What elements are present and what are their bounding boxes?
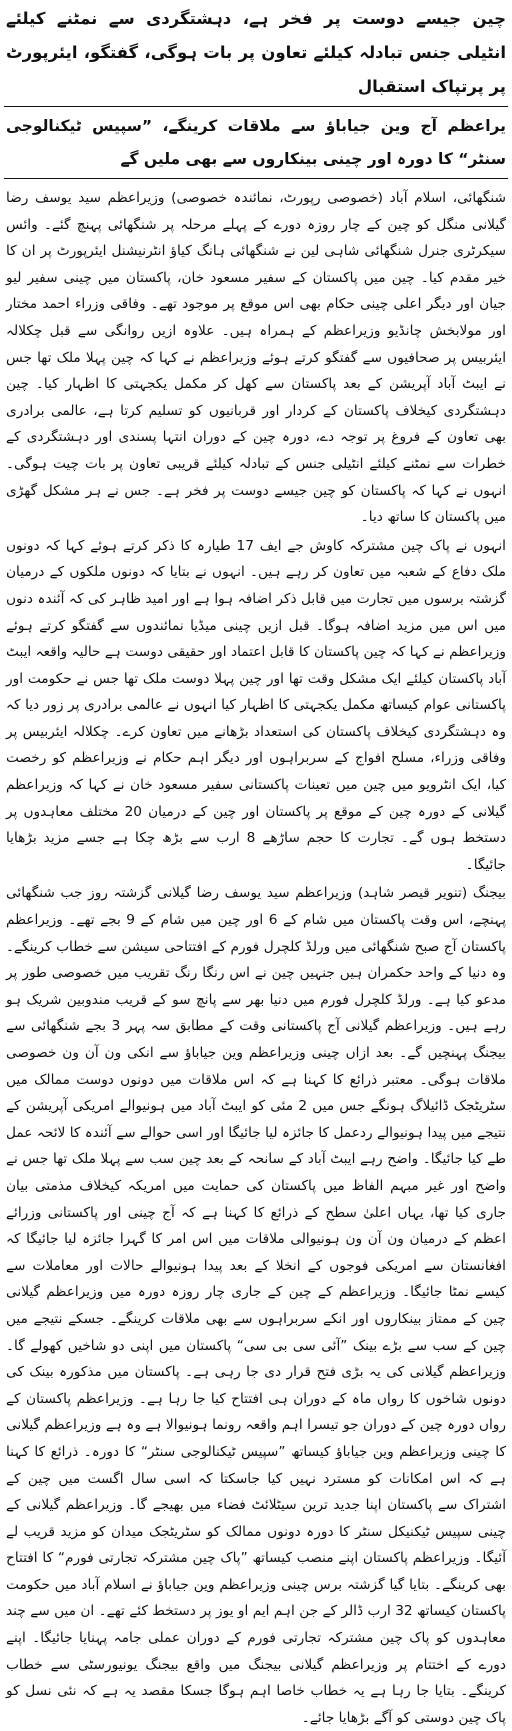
article-paragraph-2: انہوں نے پاک چین مشترکہ کاوش جے ایف 17 طیارہ کا ذکر کرتے ہوئے کہا کہ دونوں ملک دفاع کے شعبہ میں تعاون کر رہے ہیں۔ انہوں نے بتایا کہ دونوں ملکوں کے درمیان گزشتہ برسوں میں تجارت میں قابل ذکر اضافہ ہوا ہے اور امید ظاہر کی کہ آئندہ دنوں میں اس میں مزید اضافہ ہوگا۔ قبل ازیں چینی میڈیا نمائندوں سے گفتگو کرتے ہوئے وزیراعظم نے کہا کہ چین پاکستان کا قابل اعتماد اور حقیقی دوست ہے حالیہ واقعہ ایبٹ آباد پاکستان کیلئے ایک مشکل وقت تھا اور چین پہلا دوست ملک تھا جس نے حکومت اور پاکستانی عوام کیساتھ مکمل یکجہتی کا اظہار کیا انہوں نے عالمی برادری پر زور دیا کہ وہ دہشتگردی کیخلاف پاکستان کی استعداد بڑھانے میں تعاون کرے۔ چکلالہ ایئربیس پر وفاقی وزراء، مسلح افواج کے سربراہوں اور دیگر اہم حکام نے وزیراعظم کو رخصت کیا، ایک انٹرویو میں چین میں تعینات پاکستانی سفیر مسعود خان نے کہا کہ وزیراعظم گیلانی کے دورہ چین کے موقع پر پاکستان اور چین کے درمیان 20 مختلف معاہدوں پر دستخط ہوں گے۔ تجارت کا حجم ساڑھے 8 ارب سے بڑھ چکا ہے جسے مزید بڑھایا جائیگا۔ — [6, 537, 506, 873]
headline: چین جیسے دوست پر فخر ہے، دہشتگردی سے نمٹنے کیلئے انٹیلی جنس تبادلہ کیلئے تعاون پر بات ہوگی، گفتگو، ایئرپورٹ پر پرتپاک استقبال — [6, 9, 506, 96]
headline-divider — [4, 106, 508, 107]
newspaper-page — [4, 2, 508, 1726]
article-body — [4, 185, 508, 1731]
subhead-divider — [4, 178, 508, 179]
article-paragraph-3: بیجنگ (تنویر قیصر شاہد) وزیراعظم سید یوسف رضا گیلانی گزشتہ روز جب شنگھائی پہنچے، اس وقت پاکستان میں شام کے 6 اور چین میں شام کے 9 بجے تھے۔ وزیراعظم پاکستان آج صبح شنگھائی میں ورلڈ کلچرل فورم کے افتتاحی سیشن سے خطاب کرینگے۔ وہ دنیا کے واحد حکمران ہیں جنہیں چین نے اس رنگا رنگ تقریب میں خصوصی طور پر مدعو کیا ہے۔ ورلڈ کلچرل فورم میں دنیا بھر سے پانچ سو کے قریب مندوبین شریک ہو رہے ہیں۔ وزیراعظم گیلانی آج پاکستانی وقت کے مطابق سہ پہر 3 بجے شنگھائی سے بیجنگ پہنچیں گے۔ بعد ازاں چینی وزیراعظم وین جیاباؤ سے انکی ون آن ون خصوصی ملاقات ہوگی۔ معتبر ذرائع کا کہنا ہے کہ اس ملاقات میں دونوں دوست ممالک میں سٹریٹجک ڈائیلاگ ہونگے جس میں 2 مئی کو ایبٹ آباد میں ہونیوالے امریکی آپریشن کے نتیجے میں پیدا ہونیوالے ردعمل کا جائزہ لیا جائیگا اور اسی حوالے سے آئندہ کا لائحہ عمل طے کیا جائیگا۔ واضح رہے ایبٹ آباد کے سانحہ کے بعد چین سب سے پہلا ملک تھا جس نے واضح اور غیر مبہم الفاظ میں پاکستان کی حمایت میں امریکہ کیخلاف مذمتی بیان جاری کیا تھا، یہاں اعلیٰ سطح کے ذرائع کا کہنا ہے کہ آج چینی اور پاکستانی وزرائے اعظم کے درمیان ون آن ون ہونیوالی ملاقات میں اس امر کا گہرا جائزہ لیا جائیگا کہ افغانستان سے امریکی فوجوں کے انخلا کے بعد پیدا ہونیوالے حالات اور معاملات سے کیسے نمٹا جائیگا۔ وزیراعظم کے چین کے جاری چار روزہ دورہ میں وزیراعظم گیلانی چین کے ممتاز بینکاروں اور انکے سربراہوں سے بھی ملاقات کرینگے۔ جسکے نتیجے میں چین کے سب سے بڑے بینک ”آئی سی بی سی“ پاکستان میں اپنی دو شاخیں کھولے گا۔ وزیراعظم گیلانی کی یہ بڑی فتح قرار دی جا رہی ہے۔ پاکستان میں مذکورہ بینک کی دونوں شاخوں کا رواں ماہ کے دوران ہی افتتاح کیا جا رہا ہے۔ وزیراعظم پاکستان کے رواں دورہ چین کے دوران جو تیسرا اہم واقعہ رونما ہونیوالا ہے وہ ہے وزیراعظم گیلانی کا چینی وزیراعظم وین جیاباؤ کیساتھ ”سپیس ٹیکنالوجی سنٹر“ کا دورہ۔ ذرائع کا کہنا ہے کہ اس امکانات کو مسترد نہیں کیا جاسکتا کہ اسی سال اگست میں چین کے اشتراک سے پاکستان اپنا جدید ترین سیٹلائٹ فضاء میں بھیجے گا۔ وزیراعظم گیلانی کے چینی سپیس ٹیکنیکل سنٹر کا دورہ دونوں ممالک کو سٹریٹجک میدان کو مزید قریب لے آئیگا۔ وزیراعظم پاکستان اپنے منصب کیساتھ ”پاک چین مشترکہ تجارتی فورم“ کا افتتاح بھی کرینگے۔ بتایا گیا گزشتہ برس چینی وزیراعظم وین جیاباؤ نے اسلام آباد میں حکومت پاکستان کیساتھ 32 ارب ڈالر کے جن اہم ایم او یوز پر دستخط کئے تھے۔ ان میں سے چند معاہدوں کو پاک چین مشترکہ تجارتی فورم کے دوران عملی جامہ پہنایا جائیگا۔ اپنے دورے کے اختتام پر وزیراعظم گیلانی بیجنگ میں واقع بیجنگ یونیورسٹی سے خطاب کرینگے۔ بتایا جا رہا ہے یہ خطاب خاصا اہم ہوگا جسکا مقصد یہ ہے کہ نئی نسل کو پاک چین دوستی کو آگے بڑھایا جائے۔ — [6, 885, 507, 1726]
article-paragraph-1: شنگھائی، اسلام آباد (خصوصی رپورٹ، نمائندہ خصوصی) وزیراعظم سید یوسف رضا گیلانی منگل کو چین کے چار روزہ دورے کے پہلے مرحلہ پر شنگھائی پہنچ گئے۔ وائس سیکرٹری جنرل شنگھائی شاہی لین نے شنگھائی ہانگ کیاؤ انٹرنیشنل ایئرپورٹ پر ان کا خیر مقدم کیا۔ چین میں پاکستان کے سفیر مسعود خان، پاکستان میں چینی سفیر لیو جیان اور دیگر اعلی چینی حکام بھی اس موقع پر موجود تھے۔ وفاقی وزراء احمد مختار اور مولابخش چانڈیو وزیراعظم کے ہمراہ ہیں۔ علاوہ ازیں روانگی سے قبل چکلالہ ایئربیس پر صحافیوں سے گفتگو کرتے ہوئے وزیراعظم نے کہا کہ چین پہلا ملک تھا جس نے ایبٹ آباد آپریشن کے بعد پاکستان سے کھل کر مکمل یکجہتی کا اظہار کیا۔ چین دہشتگردی کیخلاف پاکستان کے کردار اور قربانیوں کو تسلیم کرتا ہے، عالمی برادری بھی تعاون کے فروغ پر توجہ دے، دورہ چین کے دوران انتہا پسندی اور دہشتگردی کے خطرات سے نمٹنے کیلئے انٹیلی جنس کے تبادلہ کیلئے قریبی تعاون پر بات چیت ہوگی۔ انہوں نے کہا کہ پاکستان کو چین جیسے دوست پر فخر ہے۔ جس نے ہر مشکل گھڑی میں پاکستان کا ساتھ دیا۔ — [6, 190, 506, 526]
subheadline: یراعظم آج وین جیاباؤ سے ملاقات کرینگے، ”سپیس ٹیکنالوجی سنٹر“ کا دورہ اور چینی بینکاروں سے بھی ملیں گے — [6, 117, 506, 168]
